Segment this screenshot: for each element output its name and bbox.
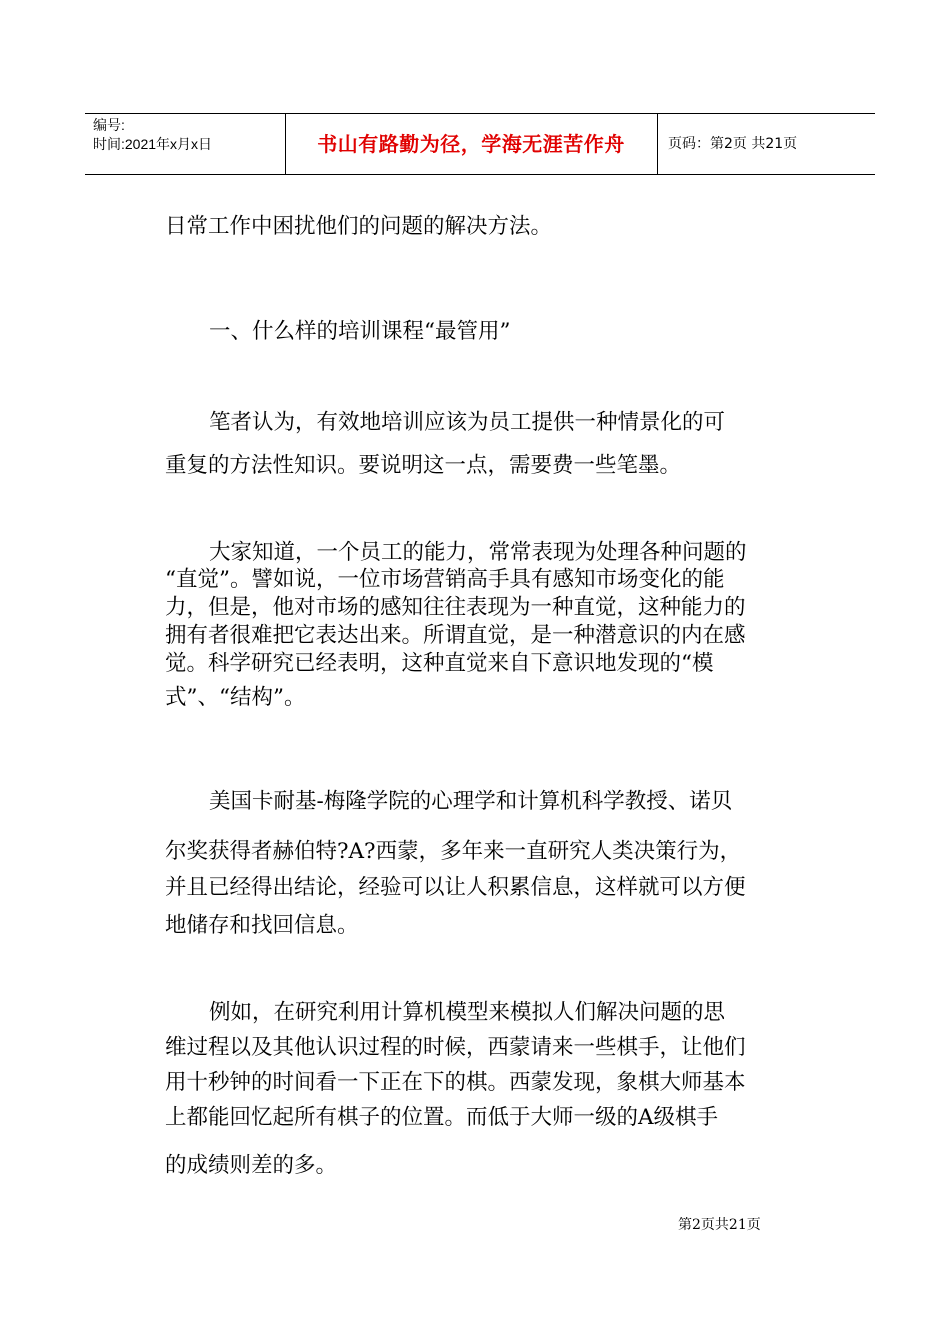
body-line: 日常工作中困扰他们的问题的解决方法。: [165, 214, 553, 239]
body-line: 觉。科学研究已经表明，这种直觉来自下意识地发现的“模: [165, 651, 714, 676]
serial-number-label: 编号:: [93, 117, 125, 133]
body-line: 笔者认为，有效地培训应该为员工提供一种情景化的可: [209, 410, 726, 435]
body-line: 并且已经得出结论，经验可以让人积累信息，这样就可以方便: [165, 875, 746, 900]
body-line: 用十秒钟的时间看一下正在下的棋。西蒙发现，象棋大师基本: [165, 1070, 746, 1095]
body-line: 拥有者很难把它表达出来。所谓直觉，是一种潜意识的内在感: [165, 623, 746, 648]
body-line: 尔奖获得者赫伯特?A?西蒙，多年来一直研究人类决策行为，: [165, 839, 742, 864]
page-header: [85, 113, 875, 175]
body-line: 地储存和找回信息。: [165, 913, 359, 938]
header-divider: [657, 114, 658, 174]
body-line: 维过程以及其他认识过程的时候，西蒙请来一些棋手，让他们: [165, 1035, 746, 1060]
header-page-number: 页码：第2页 共21页: [668, 136, 798, 152]
body-line: 美国卡耐基-梅隆学院的心理学和计算机科学教授、诺贝: [209, 789, 733, 814]
body-line: 上都能回忆起所有棋子的位置。而低于大师一级的A级棋手: [165, 1105, 719, 1130]
body-line: 重复的方法性知识。要说明这一点，需要费一些笔墨。: [165, 453, 682, 478]
date-label: 时间:2021年x月x日: [93, 136, 213, 152]
body-line: 式”、“结构”。: [165, 685, 306, 710]
page-footer: 第2页共21页: [678, 1217, 761, 1233]
body-line: 大家知道，一个员工的能力，常常表现为处理各种问题的: [209, 540, 747, 565]
header-meta: [93, 116, 212, 154]
body-line: 例如，在研究利用计算机模型来模拟人们解决问题的思: [209, 1000, 726, 1025]
body-line: 的成绩则差的多。: [165, 1153, 338, 1178]
body-line: “直觉”。譬如说，一位市场营销高手具有感知市场变化的能: [165, 567, 725, 592]
body-line: 力，但是，他对市场的感知往往表现为一种直觉，这种能力的: [165, 595, 746, 620]
header-motto: 书山有路勤为径，学海无涯苦作舟: [317, 132, 625, 156]
section-heading: 一、什么样的培训课程“最管用”: [209, 319, 511, 344]
